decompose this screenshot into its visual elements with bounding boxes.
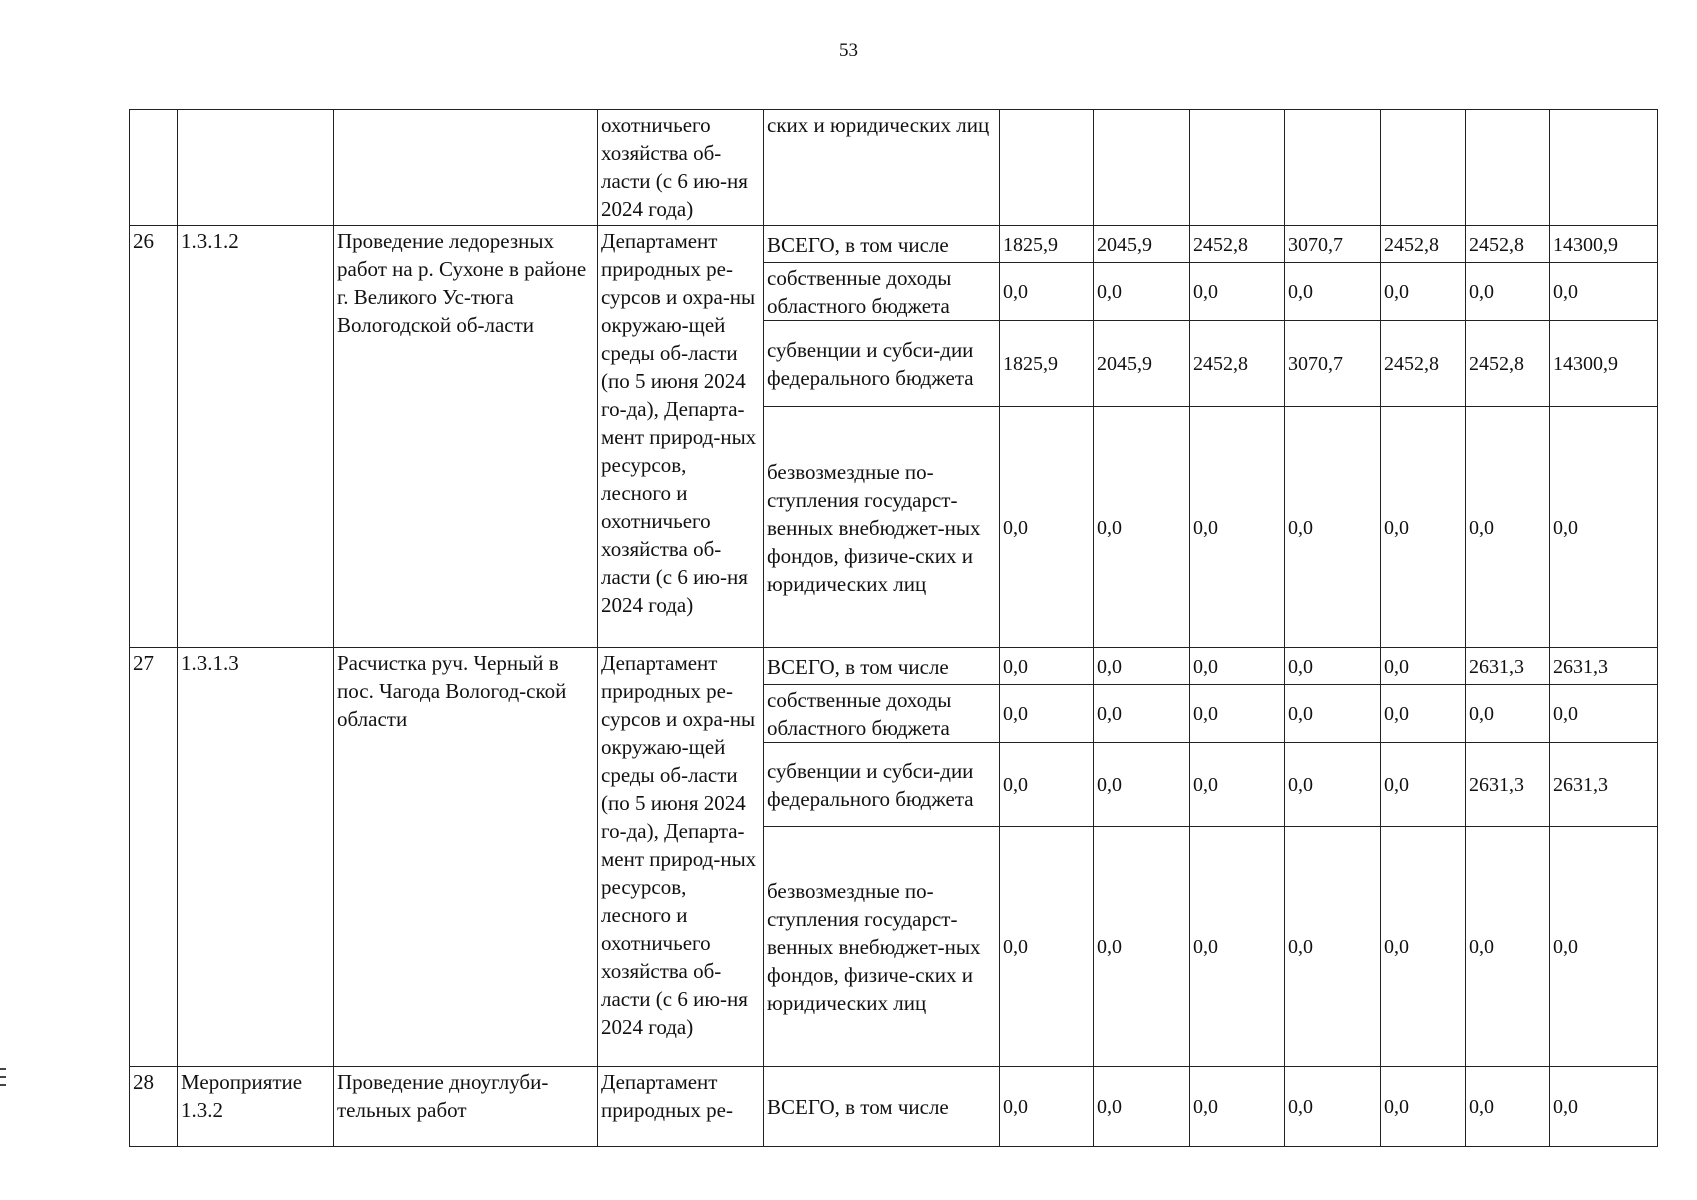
value-cell: 0,0 (1381, 263, 1466, 321)
value-cell: 2045,9 (1094, 226, 1190, 263)
value-cell: 0,0 (1466, 1067, 1550, 1147)
source-federal-cell: субвенции и субси-дии федерального бюджета (764, 321, 1000, 407)
page-number: 53 (839, 40, 858, 61)
source-free-cell: безвозмездные по-ступления государст-венных внебюджет-ных фондов, физиче-ских и юридических лиц (764, 827, 1000, 1067)
department-cell: Департамент природных ре-сурсов и охра-ны окружаю-щей среды об-ласти (по 5 июня 2024 го-да), Департа-мент природ-ных ресурсов, лесного и охотничьего хозяйства об-ласти (с 6 ию-ня 2024 года) (598, 226, 764, 648)
value-cell: 0,0 (1094, 827, 1190, 1067)
source-cell: ских и юридических лиц (764, 110, 1000, 226)
value-cell: 0,0 (1094, 648, 1190, 685)
value-cell: 0,0 (1000, 743, 1094, 827)
source-federal-cell: субвенции и субси-дии федерального бюджета (764, 743, 1000, 827)
value-cell (1550, 110, 1658, 226)
value-cell (1381, 110, 1466, 226)
value-cell: 0,0 (1000, 685, 1094, 743)
value-cell: 2452,8 (1466, 321, 1550, 407)
num-cell: 26 (130, 226, 178, 648)
budget-table (129, 109, 1658, 1147)
value-cell: 0,0 (1285, 743, 1381, 827)
code-cell (178, 110, 334, 226)
value-cell: 2452,8 (1381, 321, 1466, 407)
source-total-cell: ВСЕГО, в том числе (764, 1067, 1000, 1147)
value-cell: 0,0 (1094, 263, 1190, 321)
value-cell: 0,0 (1285, 685, 1381, 743)
value-cell (1000, 110, 1094, 226)
num-cell (130, 110, 178, 226)
value-cell: 3070,7 (1285, 321, 1381, 407)
value-cell: 0,0 (1550, 263, 1658, 321)
value-cell: 0,0 (1190, 827, 1285, 1067)
value-cell: 0,0 (1285, 263, 1381, 321)
value-cell: 0,0 (1550, 1067, 1658, 1147)
value-cell: 0,0 (1466, 263, 1550, 321)
value-cell: 0,0 (1094, 685, 1190, 743)
value-cell: 0,0 (1000, 407, 1094, 648)
value-cell: 0,0 (1285, 648, 1381, 685)
value-cell: 1825,9 (1000, 321, 1094, 407)
value-cell: 0,0 (1381, 1067, 1466, 1147)
source-total-cell: ВСЕГО, в том числе (764, 226, 1000, 263)
value-cell: 0,0 (1094, 407, 1190, 648)
value-cell: 2452,8 (1190, 226, 1285, 263)
value-cell: 0,0 (1190, 743, 1285, 827)
department-cell: Департамент природных ре-сурсов и охра-ны окружаю-щей среды об-ласти (по 5 июня 2024 го-да), Департа-мент природ-ных ресурсов, лесного и охотничьего хозяйства об-ласти (с 6 ию-ня 2024 года) (598, 648, 764, 1067)
num-cell: 27 (130, 648, 178, 1067)
value-cell (1094, 110, 1190, 226)
code-cell: 1.3.1.3 (178, 648, 334, 1067)
source-total-cell: ВСЕГО, в том числе (764, 648, 1000, 685)
value-cell: 0,0 (1550, 685, 1658, 743)
department-cell: охотничьего хозяйства об-ласти (с 6 ию-ня 2024 года) (598, 110, 764, 226)
source-own-cell: собственные доходы областного бюджета (764, 263, 1000, 321)
value-cell: 14300,9 (1550, 321, 1658, 407)
name-cell: Проведение дноуглуби-тельных работ (334, 1067, 598, 1147)
value-cell: 2631,3 (1466, 743, 1550, 827)
value-cell: 0,0 (1381, 648, 1466, 685)
value-cell: 0,0 (1550, 827, 1658, 1067)
source-own-cell: собственные доходы областного бюджета (764, 685, 1000, 743)
value-cell: 2452,8 (1190, 321, 1285, 407)
value-cell: 2452,8 (1381, 226, 1466, 263)
department-cell: Департамент природных ре- (598, 1067, 764, 1147)
value-cell: 0,0 (1000, 648, 1094, 685)
value-cell: 0,0 (1381, 827, 1466, 1067)
value-cell: 0,0 (1190, 407, 1285, 648)
name-cell: Расчистка руч. Черный в пос. Чагода Вологод-ской области (334, 648, 598, 1067)
value-cell (1285, 110, 1381, 226)
table-row (130, 226, 1658, 263)
value-cell: 2631,3 (1466, 648, 1550, 685)
value-cell: 14300,9 (1550, 226, 1658, 263)
value-cell: 0,0 (1000, 263, 1094, 321)
value-cell: 0,0 (1094, 1067, 1190, 1147)
value-cell: 0,0 (1190, 685, 1285, 743)
value-cell: 0,0 (1000, 1067, 1094, 1147)
value-cell: 0,0 (1466, 685, 1550, 743)
value-cell: 0,0 (1466, 407, 1550, 648)
value-cell (1190, 110, 1285, 226)
value-cell: 0,0 (1381, 685, 1466, 743)
value-cell: 2631,3 (1550, 743, 1658, 827)
value-cell: 0,0 (1190, 1067, 1285, 1147)
value-cell: 0,0 (1190, 263, 1285, 321)
table-row (130, 648, 1658, 685)
name-cell (334, 110, 598, 226)
value-cell: 0,0 (1285, 407, 1381, 648)
code-cell: 1.3.1.2 (178, 226, 334, 648)
num-cell: 28 (130, 1067, 178, 1147)
value-cell: 1825,9 (1000, 226, 1094, 263)
value-cell: 0,0 (1550, 407, 1658, 648)
value-cell: 2631,3 (1550, 648, 1658, 685)
table-row (130, 110, 1658, 226)
value-cell: 0,0 (1381, 407, 1466, 648)
value-cell: 0,0 (1190, 648, 1285, 685)
value-cell: 0,0 (1285, 1067, 1381, 1147)
name-cell: Проведение ледорезных работ на р. Сухоне в районе г. Великого Ус-тюга Вологодской об-ласти (334, 226, 598, 648)
value-cell: 0,0 (1466, 827, 1550, 1067)
scan-edge-marks (0, 1068, 6, 1092)
code-cell: Мероприятие 1.3.2 (178, 1067, 334, 1147)
table-row (130, 1067, 1658, 1147)
source-free-cell: безвозмездные по-ступления государст-венных внебюджет-ных фондов, физиче-ских и юридических лиц (764, 407, 1000, 648)
value-cell: 3070,7 (1285, 226, 1381, 263)
value-cell: 0,0 (1094, 743, 1190, 827)
value-cell: 0,0 (1285, 827, 1381, 1067)
value-cell: 2452,8 (1466, 226, 1550, 263)
value-cell: 0,0 (1000, 827, 1094, 1067)
value-cell: 0,0 (1381, 743, 1466, 827)
value-cell (1466, 110, 1550, 226)
value-cell: 2045,9 (1094, 321, 1190, 407)
